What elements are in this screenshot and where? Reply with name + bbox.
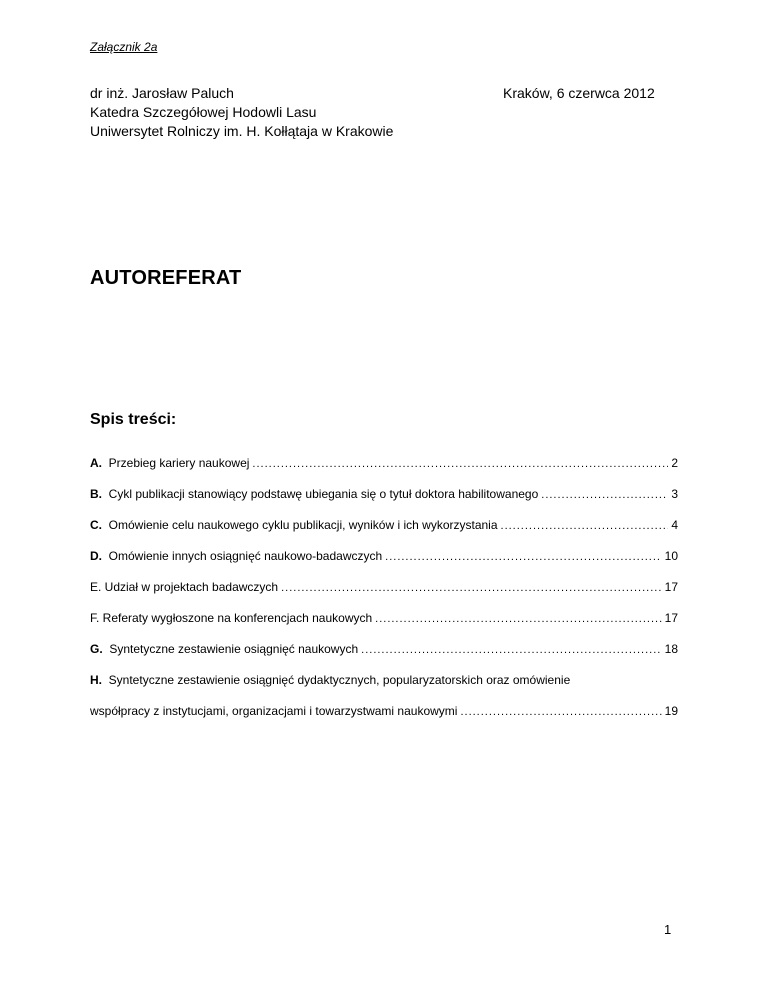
dot-leader bbox=[460, 706, 661, 718]
dot-leader bbox=[501, 520, 669, 532]
author-name: dr inż. Jarosław Paluch bbox=[90, 85, 234, 101]
toc-letter: B. bbox=[90, 487, 102, 501]
toc-letter: H. bbox=[90, 673, 102, 687]
dot-leader bbox=[252, 458, 668, 470]
dot-leader bbox=[281, 582, 662, 594]
author-department: Katedra Szczegółowej Hodowli Lasu bbox=[90, 104, 317, 120]
toc-entry-h-line1[interactable] bbox=[90, 673, 570, 687]
toc-entry-f[interactable] bbox=[90, 611, 678, 628]
dot-leader bbox=[385, 551, 661, 563]
toc-entry-c[interactable] bbox=[90, 518, 678, 535]
toc-entry-b[interactable] bbox=[90, 487, 678, 504]
toc-entry-e[interactable] bbox=[90, 580, 678, 597]
toc-page: 10 bbox=[664, 549, 678, 563]
toc-letter: D. bbox=[90, 549, 102, 563]
toc-entry-a[interactable] bbox=[90, 456, 678, 473]
author-university: Uniwersytet Rolniczy im. H. Kołłątaja w Krakowie bbox=[90, 123, 394, 139]
page-number: 1 bbox=[664, 922, 672, 937]
dot-leader bbox=[541, 489, 668, 501]
annex-label: Załącznik 2a bbox=[90, 40, 158, 54]
toc-text: E. Udział w projektach badawczych bbox=[90, 580, 279, 594]
toc-letter: A. bbox=[90, 456, 102, 470]
toc-entry-g[interactable] bbox=[90, 642, 678, 659]
toc-letter: G. bbox=[90, 642, 103, 656]
toc-text: Przebieg kariery naukowej bbox=[108, 456, 250, 470]
toc-entry-h-line2[interactable] bbox=[90, 704, 678, 721]
toc-page: 4 bbox=[671, 518, 678, 532]
toc-text-continued: współpracy z instytucjami, organizacjami i towarzystwami naukowymi bbox=[90, 704, 458, 718]
toc-text: Cykl publikacji stanowiący podstawę ubiegania się o tytuł doktora habilitowanego bbox=[108, 487, 539, 501]
toc-letter: C. bbox=[90, 518, 102, 532]
toc-entry-d[interactable] bbox=[90, 549, 678, 566]
dot-leader bbox=[361, 644, 661, 656]
toc-page: 17 bbox=[664, 611, 678, 625]
toc-text: Syntetyczne zestawienie osiągnięć naukowych bbox=[109, 642, 359, 656]
place-date: Kraków, 6 czerwca 2012 bbox=[503, 85, 655, 101]
toc-page: 19 bbox=[664, 704, 678, 718]
toc-heading: Spis treści: bbox=[90, 411, 177, 428]
dot-leader bbox=[375, 613, 661, 625]
toc-text: Omówienie innych osiągnięć naukowo-badawczych bbox=[108, 549, 383, 563]
toc-page: 2 bbox=[671, 456, 678, 470]
toc-text: Syntetyczne zestawienie osiągnięć dydaktycznych, popularyzatorskich oraz omówienie bbox=[108, 673, 571, 687]
author-block bbox=[90, 84, 393, 141]
toc-page: 17 bbox=[664, 580, 678, 594]
toc-page: 18 bbox=[664, 642, 678, 656]
document-title: AUTOREFERAT bbox=[90, 267, 242, 289]
toc-text: Omówienie celu naukowego cyklu publikacji, wyników i ich wykorzystania bbox=[108, 518, 498, 532]
toc-page: 3 bbox=[671, 487, 678, 501]
toc-text: F. Referaty wygłoszone na konferencjach naukowych bbox=[90, 611, 373, 625]
